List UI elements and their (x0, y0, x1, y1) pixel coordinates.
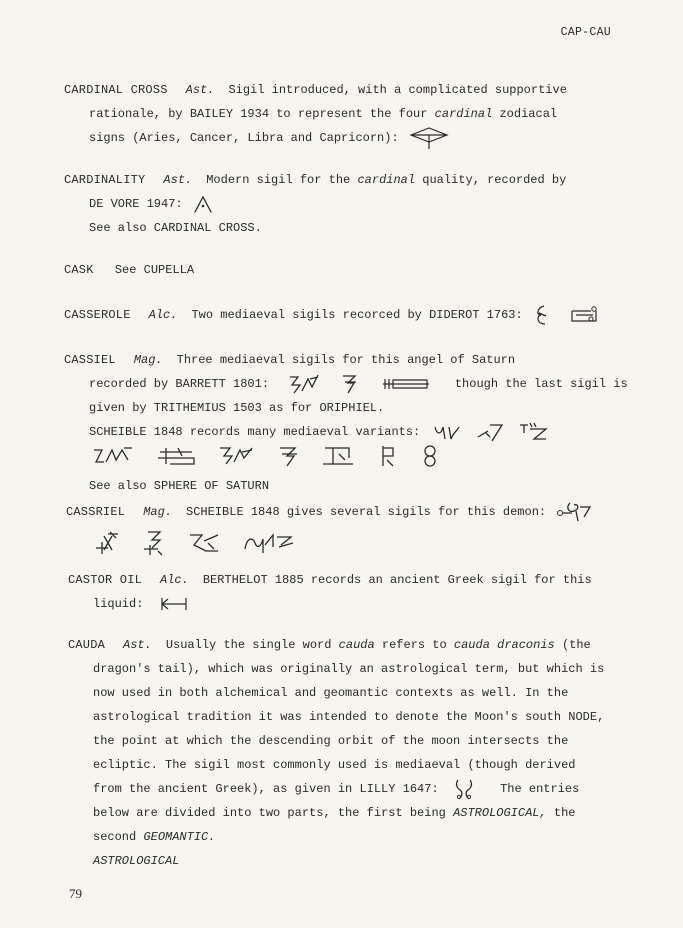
section-subhead: ASTROLOGICAL (93, 854, 180, 868)
cauda-draconis-sigil-icon (454, 778, 474, 800)
category: Ast. (163, 173, 193, 187)
text-line: Two mediaeval sigils recorced by DIDEROT 1763: (191, 308, 523, 323)
cassriel-sigil-row (66, 525, 595, 565)
cassriel-sigil-4-icon (188, 531, 220, 555)
headword: CASTOR OIL (68, 573, 143, 587)
italic-term: cardinal (357, 173, 416, 187)
text-line: from the ancient Greek), as given in LILLY 1647: (93, 782, 439, 796)
text-line: astrological tradition it was intended to denote the Moon's south NODE, (93, 710, 605, 724)
category: Alc. (148, 308, 178, 323)
cassriel-sigil-3-icon (142, 529, 166, 557)
text-line: second (93, 830, 137, 844)
text-line: The entries (500, 782, 580, 796)
entry-cauda (68, 633, 604, 873)
text-line: liquid: (93, 597, 144, 611)
castor-oil-sigil-icon (159, 596, 189, 612)
cassiel-variant-sigil-3-icon (518, 421, 548, 443)
text-line: given by TRITHEMIUS 1503 as for ORIPHIEL. (89, 401, 385, 415)
casserole-sigil-1-icon (533, 303, 549, 327)
text-line: now used in both alchemical and geomantic contexts as well. In the (93, 686, 569, 700)
entry-cask (64, 258, 194, 282)
cassiel-variant-sigil-9-icon (377, 444, 399, 468)
text-line: BERTHELOT 1885 records an ancient Greek sigil for this (202, 573, 592, 587)
cassiel-barrett-sigil-1-icon (288, 373, 320, 395)
text-line: ecliptic. The sigil most commonly used is mediaeval (though derived (93, 758, 576, 772)
text-line: (the (561, 638, 591, 652)
cassriel-sigil-5-icon (243, 531, 295, 555)
cassiel-barrett-sigil-3-icon (381, 375, 431, 393)
text-line: the (553, 806, 576, 820)
entry-cardinality (64, 168, 566, 240)
text-line: Modern sigil for the (206, 173, 351, 187)
see-also: See also CARDINAL CROSS. (89, 221, 262, 235)
italic-term: ASTROLOGICAL, (453, 806, 547, 820)
cassriel-sigil-1-icon (556, 499, 592, 525)
cross-reference: See CUPELLA (114, 263, 195, 277)
text-line: Three mediaeval sigils for this angel of Saturn (176, 353, 516, 367)
cassiel-barrett-sigil-2-icon (340, 373, 358, 395)
text-line: refers to (381, 638, 447, 652)
text-line: zodiacal (499, 107, 558, 121)
cassiel-variant-sigil-7-icon (277, 444, 299, 468)
italic-term: cauda (338, 638, 375, 652)
see-also: See also SPHERE OF SATURN (89, 479, 270, 493)
text-line: SCHEIBLE 1848 records many mediaeval variants: (89, 425, 421, 439)
category: Ast. (123, 638, 152, 652)
entry-casserole (64, 303, 602, 327)
headword: CASSRIEL (66, 505, 126, 520)
headword: CARDINAL CROSS (64, 83, 168, 97)
entry-cassiel (64, 348, 628, 498)
italic-term: cardinal (434, 107, 493, 121)
category: Mag. (143, 505, 173, 520)
cassiel-variant-sigil-5-icon (156, 444, 196, 468)
cardinality-triangle-sigil-icon (193, 194, 213, 214)
cassiel-variant-sigil-2-icon (476, 421, 504, 443)
headword: CARDINALITY (64, 173, 146, 187)
text-line: Sigil introduced, with a complicated supportive (228, 83, 567, 97)
entry-cardinal-cross (64, 78, 567, 150)
text-line: SCHEIBLE 1848 gives several sigils for this demon: (186, 505, 547, 520)
text-line: though the last sigil is (454, 377, 628, 391)
cassiel-variant-sigil-4-icon (92, 444, 134, 468)
italic-term: cauda draconis (453, 638, 555, 652)
cassiel-variant-sigil-row (64, 444, 628, 474)
cassiel-variant-sigil-6-icon (218, 444, 254, 468)
text-line: rationale, by BAILEY 1934 to represent the four (89, 107, 428, 121)
text-line: quality, recorded by (422, 173, 567, 187)
cardinal-cross-sigil-icon (409, 126, 449, 150)
cassiel-variant-sigil-1-icon (433, 421, 461, 443)
text-line: the point at which the descending orbit of the moon intersects the (93, 734, 569, 748)
running-head: CAP-CAU (560, 26, 611, 39)
entry-castor-oil (68, 568, 592, 616)
headword: CASK (64, 263, 94, 277)
category: Mag. (133, 353, 163, 367)
cassiel-variant-sigil-10-icon (421, 444, 439, 468)
headword: CASSEROLE (64, 308, 131, 323)
cassiel-variant-sigil-8-icon (321, 444, 355, 468)
headword: CAUDA (68, 638, 106, 652)
category: Ast. (185, 83, 215, 97)
text-line: below are divided into two parts, the first being (93, 806, 446, 820)
category: Alc. (160, 573, 189, 587)
text-line: dragon's tail), which was originally an astrological term, but which is (93, 662, 605, 676)
italic-term: GEOMANTIC. (143, 830, 216, 844)
page-number: 79 (69, 886, 82, 901)
cassriel-sigil-2-icon (94, 530, 120, 556)
text-line: signs (Aries, Cancer, Libra and Capricorn): (89, 131, 399, 146)
text-line: Usually the single word (165, 638, 332, 652)
text-line: DE VORE 1947: (89, 197, 183, 211)
headword: CASSIEL (64, 353, 116, 367)
text-line: recorded by BARRETT 1801: (89, 377, 270, 391)
entry-cassriel (66, 499, 595, 565)
casserole-sigil-2-icon (569, 303, 599, 327)
